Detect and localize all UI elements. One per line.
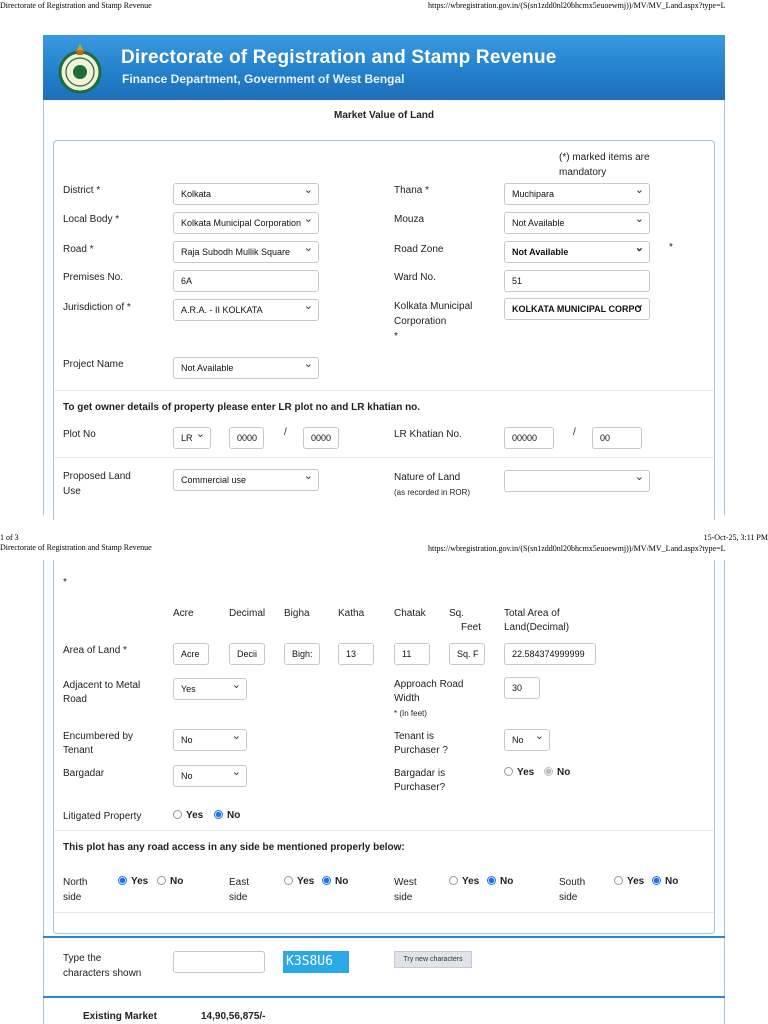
plot-separator: /	[284, 427, 287, 438]
decimal-input[interactable]: Decii	[229, 643, 265, 665]
plot-no-input-1[interactable]: 0000	[229, 427, 264, 449]
header-acre: Acre	[173, 608, 194, 619]
acre-input[interactable]: Acre	[173, 643, 209, 665]
radio-icon	[652, 876, 661, 885]
header-katha: Katha	[338, 608, 365, 619]
jurisdiction-label: Jurisdiction of *	[63, 302, 131, 313]
mandatory-note: (*) marked items are	[559, 152, 650, 163]
premises-label: Premises No.	[63, 272, 124, 283]
chatak-input[interactable]: 11	[394, 643, 430, 665]
tenant-purchaser-select[interactable]: No ⌄	[504, 729, 550, 751]
proposed-land-use-select[interactable]: Commercial use ⌄	[173, 469, 319, 491]
road-zone-select[interactable]: Not Available ⌄	[504, 241, 650, 263]
bargadar-purchaser-label-2: Purchaser?	[394, 782, 446, 793]
kmc-label-2: Corporation	[394, 316, 447, 327]
north-yes-radio[interactable]: Yes	[118, 876, 148, 887]
captcha-label-2: characters shown	[63, 968, 142, 979]
radio-icon	[284, 876, 293, 885]
print-page-number: 1 of 3	[0, 533, 19, 542]
tenant-purchaser-label: Tenant is	[394, 731, 435, 742]
district-select[interactable]: Kolkata ⌄	[173, 183, 319, 205]
banner-title: Directorate of Registration and Stamp Revenue	[121, 47, 557, 68]
nature-of-land-note: (as recorded in ROR)	[394, 488, 471, 497]
premises-input[interactable]: 6A	[173, 270, 319, 292]
west-side-label: West	[394, 877, 417, 888]
site-banner	[43, 35, 725, 100]
south-no-radio[interactable]: No	[652, 876, 678, 887]
nature-required-mark: *	[63, 577, 67, 588]
try-new-characters-button[interactable]: Try new characters	[394, 951, 472, 968]
encumbered-label-2: Tenant	[63, 745, 94, 756]
east-no-radio[interactable]: No	[322, 876, 348, 887]
road-zone-label: Road Zone	[394, 244, 444, 255]
west-bengal-emblem-icon	[57, 41, 103, 95]
owner-details-heading: To get owner details of property please enter LR plot no and LR khatian no.	[63, 402, 421, 413]
kmc-required-mark: *	[394, 331, 398, 342]
radio-icon	[504, 767, 513, 776]
radio-icon	[449, 876, 458, 885]
market-value: 14,90,56,875/-	[201, 1011, 266, 1022]
west-side-label-2: side	[394, 892, 413, 903]
approach-road-width-input[interactable]: 30	[504, 677, 540, 699]
tenant-purchaser-label-2: Purchaser ?	[394, 745, 448, 756]
district-label: District *	[63, 185, 101, 196]
project-name-label: Project Name	[63, 359, 124, 370]
east-side-label-2: side	[229, 892, 248, 903]
bargadar-purchaser-yes-radio[interactable]: Yes	[504, 767, 534, 778]
header-bigha: Bigha	[284, 608, 310, 619]
approach-road-unit: * (In feet)	[394, 709, 427, 718]
radio-icon	[214, 810, 223, 819]
approach-road-label: Approach Road	[394, 679, 464, 690]
south-yes-radio[interactable]: Yes	[614, 876, 644, 887]
south-side-label-2: side	[559, 892, 578, 903]
katha-input[interactable]: 13	[338, 643, 374, 665]
local-body-label: Local Body *	[63, 214, 120, 225]
north-side-label-2: side	[63, 892, 82, 903]
captcha-image: K3S8U6	[283, 951, 349, 973]
plot-no-input-2[interactable]: 0000	[303, 427, 339, 449]
ward-label: Ward No.	[394, 272, 436, 283]
north-side-label: North	[63, 877, 88, 888]
header-decimal: Decimal	[229, 608, 266, 619]
kmc-label: Kolkata Municipal	[394, 301, 473, 312]
radio-icon	[487, 876, 496, 885]
radio-icon	[322, 876, 331, 885]
bargadar-label: Bargadar	[63, 768, 105, 779]
litigated-property-label: Litigated Property	[63, 811, 142, 822]
kmc-select[interactable]: KOLKATA MUNICIPAL CORPO ⌄	[504, 298, 650, 320]
project-name-select[interactable]: Not Available ⌄	[173, 357, 319, 379]
encumbered-select[interactable]: No ⌄	[173, 729, 247, 751]
print-datetime: 15-Oct-25, 3:11 PM	[703, 533, 768, 542]
thana-label: Thana *	[394, 185, 430, 196]
road-access-heading: This plot has any road access in any side be mentioned properly below:	[63, 842, 405, 853]
nature-of-land-select[interactable]	[504, 470, 650, 492]
form-title: Market Value of Land	[333, 110, 435, 121]
thana-select[interactable]: Muchipara ⌄	[504, 183, 650, 205]
radio-icon	[544, 767, 553, 776]
print-url: https://wbregistration.gov.in/(S(sn1zdd0nl20bhcmx5euoewmj))/MV/MV_Land.aspx?type=L	[428, 1, 726, 10]
proposed-land-use-label-2: Use	[63, 486, 81, 497]
mandatory-note-2: mandatory	[559, 167, 607, 178]
adjacent-metal-road-label: Adjacent to Metal	[63, 680, 141, 691]
west-yes-radio[interactable]: Yes	[449, 876, 479, 887]
radio-icon	[118, 876, 127, 885]
litigated-no-radio[interactable]: No	[214, 810, 240, 821]
adjacent-metal-road-select[interactable]: Yes ⌄	[173, 678, 247, 700]
header-feet: Feet	[461, 622, 482, 633]
banner-subtitle: Finance Department, Government of West Bengal	[122, 72, 405, 86]
bargadar-select[interactable]: No ⌄	[173, 765, 247, 787]
approach-road-label-2: Width	[394, 693, 420, 704]
header-sq: Sq.	[449, 608, 465, 619]
north-no-radio[interactable]: No	[157, 876, 183, 887]
encumbered-label: Encumbered by	[63, 731, 134, 742]
east-yes-radio[interactable]: Yes	[284, 876, 314, 887]
east-side-label: East	[229, 877, 250, 888]
proposed-land-use-label: Proposed Land	[63, 471, 131, 482]
jurisdiction-select[interactable]: A.R.A. - II KOLKATA ⌄	[173, 299, 319, 321]
radio-icon	[157, 876, 166, 885]
plot-no-label: Plot No	[63, 429, 96, 440]
radio-icon	[614, 876, 623, 885]
print-page-title-2: Directorate of Registration and Stamp Revenue	[0, 543, 152, 552]
khatian-separator: /	[573, 427, 576, 438]
plot-prefix-select[interactable]: LR ⌄	[173, 427, 211, 449]
mouza-label: Mouza	[394, 214, 425, 225]
header-chatak: Chatak	[394, 608, 426, 619]
litigated-yes-radio[interactable]: Yes	[173, 810, 203, 821]
bargadar-purchaser-label: Bargadar is	[394, 768, 446, 779]
south-side-label: South	[559, 877, 586, 888]
lr-khatian-label: LR Khatian No.	[394, 429, 462, 440]
adjacent-metal-road-label-2: Road	[63, 694, 87, 705]
total-area-input[interactable]: 22.584374999999	[504, 643, 596, 665]
road-zone-required-mark: *	[669, 242, 673, 253]
header-total-area-2: Land(Decimal)	[504, 622, 570, 633]
captcha-label: Type the	[63, 953, 102, 964]
captcha-input[interactable]	[173, 951, 265, 973]
nature-of-land-label: Nature of Land	[394, 472, 461, 483]
road-select[interactable]: Raja Subodh Mullik Square ⌄	[173, 241, 319, 263]
local-body-select[interactable]: Kolkata Municipal Corporation ⌄	[173, 212, 319, 234]
sqft-input[interactable]: Sq. F	[449, 643, 485, 665]
bargadar-purchaser-no-radio[interactable]: No	[544, 767, 570, 778]
road-label: Road *	[63, 244, 94, 255]
khatian-input-2[interactable]: 00	[592, 427, 642, 449]
print-page-title: Directorate of Registration and Stamp Revenue	[0, 1, 152, 10]
bigha-input[interactable]: Bigh:	[284, 643, 320, 665]
ward-input[interactable]: 51	[504, 270, 650, 292]
existing-market-label: Existing Market	[83, 1011, 157, 1022]
khatian-input-1[interactable]: 00000	[504, 427, 554, 449]
west-no-radio[interactable]: No	[487, 876, 513, 887]
print-url-2: https://wbregistration.gov.in/(S(sn1zdd0nl20bhcmx5euoewmj))/MV/MV_Land.aspx?type=L	[428, 544, 726, 553]
header-total-area: Total Area of	[504, 608, 560, 619]
radio-icon	[173, 810, 182, 819]
mouza-select[interactable]: Not Available ⌄	[504, 212, 650, 234]
area-of-land-label: Area of Land *	[63, 645, 127, 656]
